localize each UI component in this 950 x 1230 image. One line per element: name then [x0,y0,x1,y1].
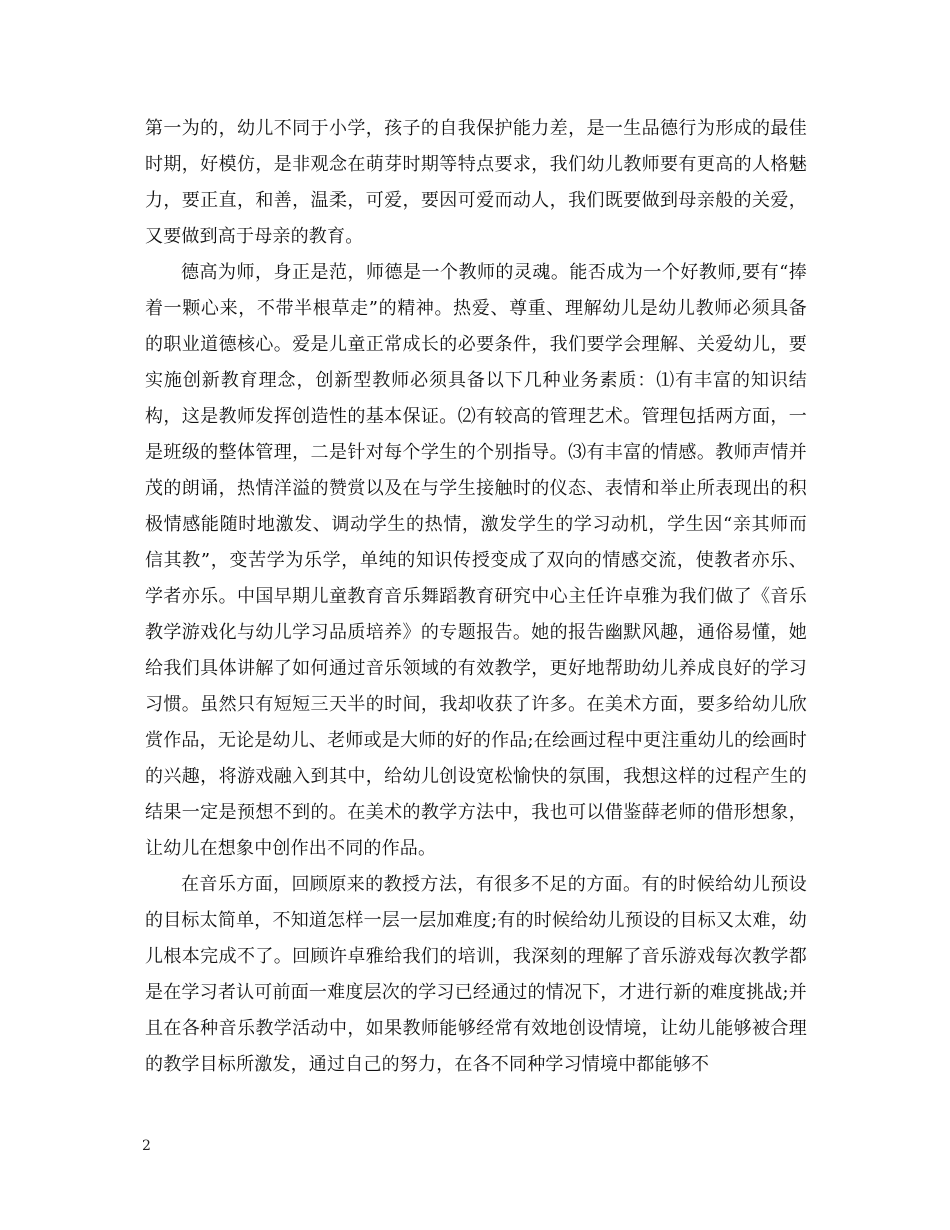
paragraph-1: 第一为的，幼儿不同于小学，孩子的自我保护能力差，是一生品德行为形成的最佳时期，好模仿，是非观念在萌芽时期等特点要求，我们幼儿教师要有更高的人格魅力，要正直，和善，温柔，可爱，要因可爱而动人，我们既要做到母亲般的关爱，又要做到高于母亲的教育。 [145,118,807,247]
body-text [145,111,807,1083]
paragraph-2: 德高为师，身正是范，师德是一个教师的灵魂。能否成为一个好教师,要有“捧着一颗心来，不带半根草走”的精神。热爱、尊重、理解幼儿是幼儿教师必须具备的职业道德核心。爱是儿童正常成长的必要条件，我们要学会理解、关爱幼儿，要实施创新教育理念，创新型教师必须具备以下几种业务素质：⑴有丰富的知识结构，这是教师发挥创造性的基本保证。⑵有较高的管理艺术。管理包括两方面，一是班级的整体管理，二是针对每个学生的个别指导。⑶有丰富的情感。教师声情并茂的朗诵，热情洋溢的赞赏以及在与学生接触时的仪态、表情和举止所表现出的积极情感能随时地激发、调动学生的热情，激发学生的学习动机，学生因“亲其师而信其教”，变苦学为乐学，单纯的知识传授变成了双向的情感交流，使教者亦乐、学者亦乐。中国早期儿童教育音乐舞蹈教育研究中心主任许卓雅为我们做了《音乐教学游戏化与幼儿学习品质培养》的专题报告。她的报告幽默风趣，通俗易懂，她给我们具体讲解了如何通过音乐领域的有效教学，更好地帮助幼儿养成良好的学习习惯。虽然只有短短三天半的时间，我却收获了许多。在美术方面，要多给幼儿欣赏作品，无论是幼儿、老师或是大师的好的作品;在绘画过程中更注重幼儿的绘画时的兴趣，将游戏融入到其中，给幼儿创设宽松愉快的氛围，我想这样的过程产生的结果一定是预想不到的。在美术的教学方法中，我也可以借鉴薛老师的借形想象，让幼儿在想象中创作出不同的作品。 [145,262,807,859]
page-number: 2 [142,1138,151,1154]
paragraph-3: 在音乐方面，回顾原来的教授方法，有很多不足的方面。有的时候给幼儿预设的目标太简单，不知道怎样一层一层加难度;有的时候给幼儿预设的目标又太难，幼儿根本完成不了。回顾许卓雅给我们的培训，我深刻的理解了音乐游戏每次教学都是在学习者认可前面一难度层次的学习已经通过的情况下，才进行新的难度挑战;并且在各种音乐教学活动中，如果教师能够经常有效地创设情境，让幼儿能够被合理的教学目标所激发，通过自己的努力，在各不同种学习情境中都能够不 [145,874,807,1075]
